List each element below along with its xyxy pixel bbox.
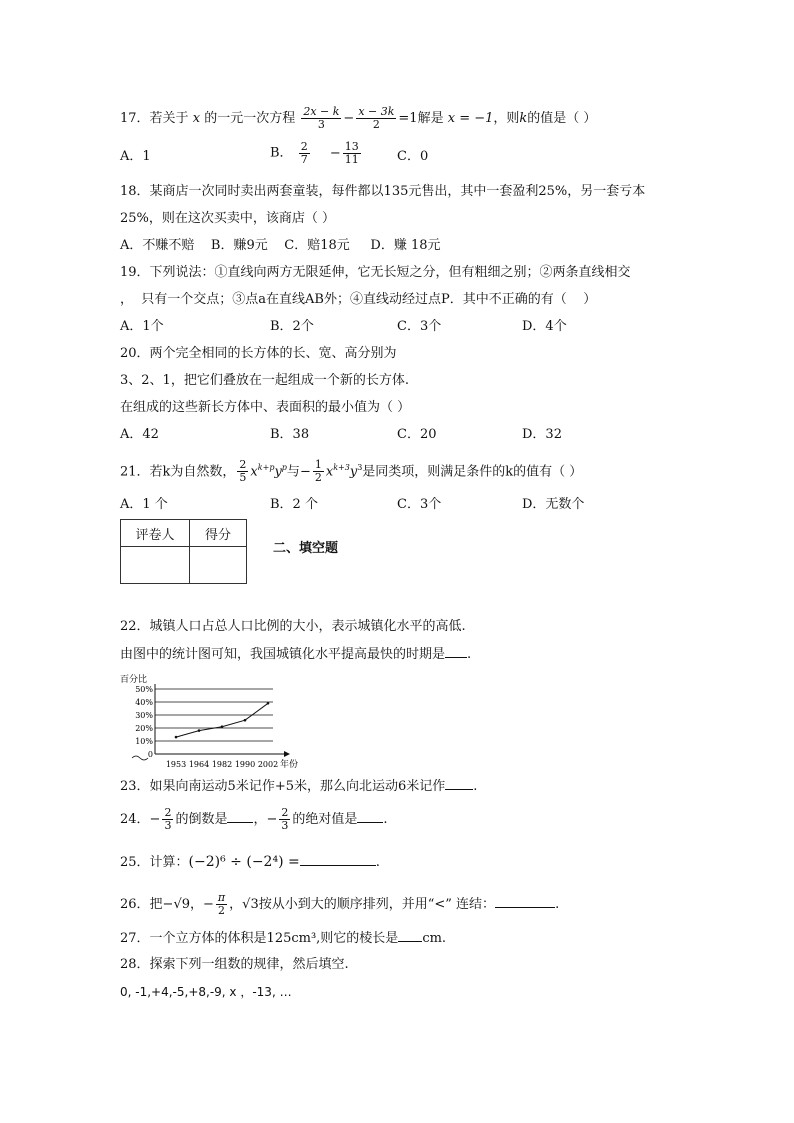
chart-grid (155, 689, 273, 741)
q26-answer-blank[interactable] (495, 895, 555, 908)
q24-minus-2: − (266, 812, 278, 827)
q17-option-b[interactable] (270, 141, 363, 166)
chart-xtick-label: 2002 (257, 760, 279, 769)
q21-option-a[interactable]: A．1 个 (120, 497, 168, 512)
q28-line-1: 28．探索下列一组数的规律，然后填空. (120, 957, 349, 972)
q21-term1-yexp: p (281, 463, 287, 472)
q26-end: . (555, 897, 560, 912)
q21-text-c: 是同类项，则满足条件的k的值有（ ） (362, 464, 583, 480)
chart-ytick-label: 10% (135, 737, 153, 746)
q17-optb2-num: 13 (344, 140, 359, 153)
q21-option-b[interactable]: B．2 个 (270, 497, 318, 512)
q19-option-c[interactable]: C．3个 (397, 319, 442, 334)
q26-text-b: 按从小到大的顺序排列，并用“<” 连结： (258, 897, 496, 912)
question-24 (120, 807, 388, 832)
q19-line-2: ， 只有一个交点；③点a在直线AB外；④直线动经过点P．其中不正确的有（ ） (120, 292, 597, 307)
q17-text-b: 的一元一次方程 (204, 111, 296, 126)
q21-option-c[interactable]: C．3个 (397, 497, 442, 512)
q17-text-c: 解是 (417, 111, 444, 126)
chart-data-point (244, 719, 247, 722)
q21-term2-exp: k+3 (333, 463, 350, 472)
q24-sep: ， (253, 812, 267, 827)
chart-xtick-label: 1953 (165, 760, 187, 769)
q24-end: . (383, 812, 388, 827)
question-25 (120, 853, 380, 872)
q17-option-c[interactable]: C．0 (397, 149, 429, 164)
q27-answer-blank[interactable] (398, 929, 422, 942)
q24-fraction-1 (162, 807, 173, 832)
chart-ytick-label: 50% (135, 685, 153, 694)
q24-answer-blank-1[interactable] (227, 810, 253, 823)
chart-ylabel: 百分比 (120, 675, 148, 685)
q17-number: 17． (120, 111, 150, 126)
section-title-fill-in: 二、填空题 (273, 541, 339, 556)
q21-frac2-num: 1 (314, 458, 322, 472)
q25-expression: (−2)⁶ ÷ (−2⁴) = (188, 854, 300, 870)
q17-opt-b-frac2 (343, 141, 361, 166)
q22-answer-blank[interactable] (445, 645, 467, 658)
q21-fraction-2 (313, 459, 324, 484)
q24-frac1-num: 2 (164, 806, 172, 819)
q26-minus: − (203, 897, 214, 912)
q17-optb2-den: 11 (344, 153, 359, 166)
q24-answer-blank-2[interactable] (357, 810, 383, 823)
q21-option-d[interactable]: D．无数个 (522, 497, 585, 512)
question-21 (120, 459, 582, 484)
q20-option-c[interactable]: C．20 (397, 427, 437, 442)
q22-line-1: 22．城镇人口占总人口比例的大小，表示城镇化水平的高低. (120, 619, 466, 634)
chart-series-line (176, 703, 268, 737)
q24-frac1-den: 3 (164, 819, 172, 832)
q17-var-x: x (192, 111, 201, 126)
q20-line-2: 3、2、1，把它们叠放在一起组成一个新的长方体. (120, 373, 409, 388)
q20-option-a[interactable]: A．42 (120, 427, 159, 442)
q20-line-3: 在组成的这些新长方体中、表面积的最小值为（ ） (120, 400, 411, 415)
q17-eq: =1 (398, 111, 418, 126)
q20-option-b[interactable]: B．38 (270, 427, 310, 442)
q17-opt-b-frac1 (299, 141, 310, 166)
q17-optb-den: 7 (300, 153, 308, 166)
chart-data-point (221, 725, 224, 728)
q24-frac2-den: 3 (281, 819, 289, 832)
q21-fraction-1 (237, 459, 248, 484)
q20-line-1: 20．两个完全相同的长方体的长、宽、高分别为 (120, 346, 397, 361)
q25-answer-blank[interactable] (300, 853, 376, 866)
q22-end: . (467, 647, 472, 662)
question-26 (120, 892, 559, 917)
chart-ytick-label: 30% (135, 711, 153, 720)
q17-fraction-1 (301, 106, 341, 131)
q26-text-a: 26．把 (120, 897, 163, 912)
q27-unit: cm. (422, 931, 447, 946)
q21-term1-y: y (274, 464, 282, 480)
q17-opt-b-label: B． (270, 145, 293, 161)
q26-comma-2: ， (229, 897, 243, 912)
q23-end: . (473, 779, 478, 794)
q25-text: 25．计算： (120, 855, 189, 870)
q17-frac1-num: 2x − k (303, 105, 340, 118)
q17-text-a: 若关于 (149, 111, 189, 126)
q25-end: . (375, 855, 380, 870)
score-table (120, 519, 247, 584)
q24-fraction-2 (279, 807, 290, 832)
chart-ytick-label: 40% (135, 698, 153, 707)
chart-yticks (135, 685, 153, 759)
q17-opt-b-sep: − (329, 145, 341, 161)
q21-frac-num: 2 (239, 458, 247, 472)
q17-frac2-den: 2 (372, 118, 380, 131)
q21-text-b: 与 (286, 464, 300, 480)
q21-frac-den: 5 (239, 471, 247, 485)
q21-minus: − (299, 464, 311, 480)
chart-xtick-label: 1990 (234, 760, 256, 769)
q23-text: 23．如果向南运动5米记作+5米，那么向北运动6米记作 (120, 779, 446, 794)
q26-pi: π (217, 891, 226, 904)
q24-minus-1: − (149, 812, 161, 827)
q20-option-d[interactable]: D．32 (522, 427, 562, 442)
question-23 (120, 777, 477, 796)
score-table-score-cell[interactable] (190, 547, 247, 584)
chart-data-point (175, 736, 178, 739)
chart-axis-break (132, 756, 148, 760)
q19-option-b[interactable]: B．2个 (270, 319, 314, 334)
q17-frac2-num: x − 3k (358, 105, 395, 118)
question-27 (120, 929, 446, 948)
question-17 (120, 106, 596, 131)
q28-line-2: 0, -1,+4,-5,+8,-9, x ，-13, … (120, 985, 292, 999)
q21-text-a: 21．若k为自然数， (120, 464, 236, 480)
urbanization-line-chart (118, 670, 308, 770)
chart-xticks (166, 760, 278, 769)
q18-line-2: 25%，则在这次买卖中，该商店（ ） (120, 211, 336, 226)
q17-minus: − (343, 111, 355, 126)
chart-xtick-label: 1982 (211, 760, 233, 769)
q22-line-2 (120, 645, 471, 664)
q17-fraction-2 (356, 106, 396, 131)
q22-line-2-text: 由图中的统计图可知，我国城镇化水平提高最快的时期是 (120, 647, 446, 662)
q21-frac2-den: 2 (314, 471, 322, 485)
q18-options[interactable]: A．不赚不赔 B．赚9元 C．赔18元 D．赚 18元 (120, 238, 441, 253)
chart-data-point (198, 729, 201, 732)
chart-xlabel: 年份 (280, 760, 299, 770)
q17-text-e: 的值是（ ） (527, 111, 597, 126)
q26-two: 2 (218, 904, 226, 917)
q17-frac1-den: 3 (317, 118, 325, 131)
q24-text-b: 的绝对值是 (292, 812, 358, 827)
q27-text: 27．一个立方体的体积是125cm³,则它的棱长是 (120, 931, 399, 946)
q26-item-neg-sqrt9: −√9 (162, 897, 190, 912)
q23-answer-blank[interactable] (445, 777, 473, 790)
score-table-header-grader: 评卷人 (121, 520, 190, 547)
q26-item-sqrt3: √3 (242, 897, 259, 912)
q21-term1-exp: k+p (257, 463, 275, 472)
chart-x-arrow (284, 751, 290, 757)
q24-prefix: 24． (120, 812, 150, 827)
q18-line-1: 18．某商店一次同时卖出两套童装，每件都以135元售出，其中一套盈利25%，另一套亏本 (120, 184, 646, 199)
chart-xtick-label: 1964 (188, 760, 210, 769)
q17-text-d: ，则 (493, 111, 520, 126)
q19-option-d[interactable]: D．4个 (522, 319, 567, 334)
q17-var-k: k (519, 111, 528, 126)
q17-solution: x = −1 (447, 111, 494, 126)
q24-frac2-num: 2 (281, 806, 289, 819)
q19-line-1: 19．下列说法：①直线向两方无限延伸，它无长短之分，但有粗细之别；②两条直线相交 (120, 265, 631, 280)
q21-term1-x: x (250, 464, 258, 480)
chart-data-point (267, 702, 270, 705)
chart-ytick-label: 20% (135, 724, 153, 733)
q19-option-a[interactable]: A．1个 (120, 319, 164, 334)
q24-text-a: 的倒数是 (175, 812, 228, 827)
q17-optb-num: 2 (300, 140, 308, 153)
q17-option-a[interactable]: A．1 (120, 149, 151, 164)
score-table-header-score: 得分 (190, 520, 247, 547)
q21-term2-y: y (349, 464, 358, 480)
q21-term2-x: x (325, 464, 334, 480)
q26-comma-1: ， (190, 897, 204, 912)
chart-ytick-label: 0 (147, 750, 153, 759)
q21-term2-yexp: 3 (357, 463, 363, 472)
q26-fraction-pi (216, 892, 227, 917)
score-table-grader-cell[interactable] (121, 547, 190, 584)
